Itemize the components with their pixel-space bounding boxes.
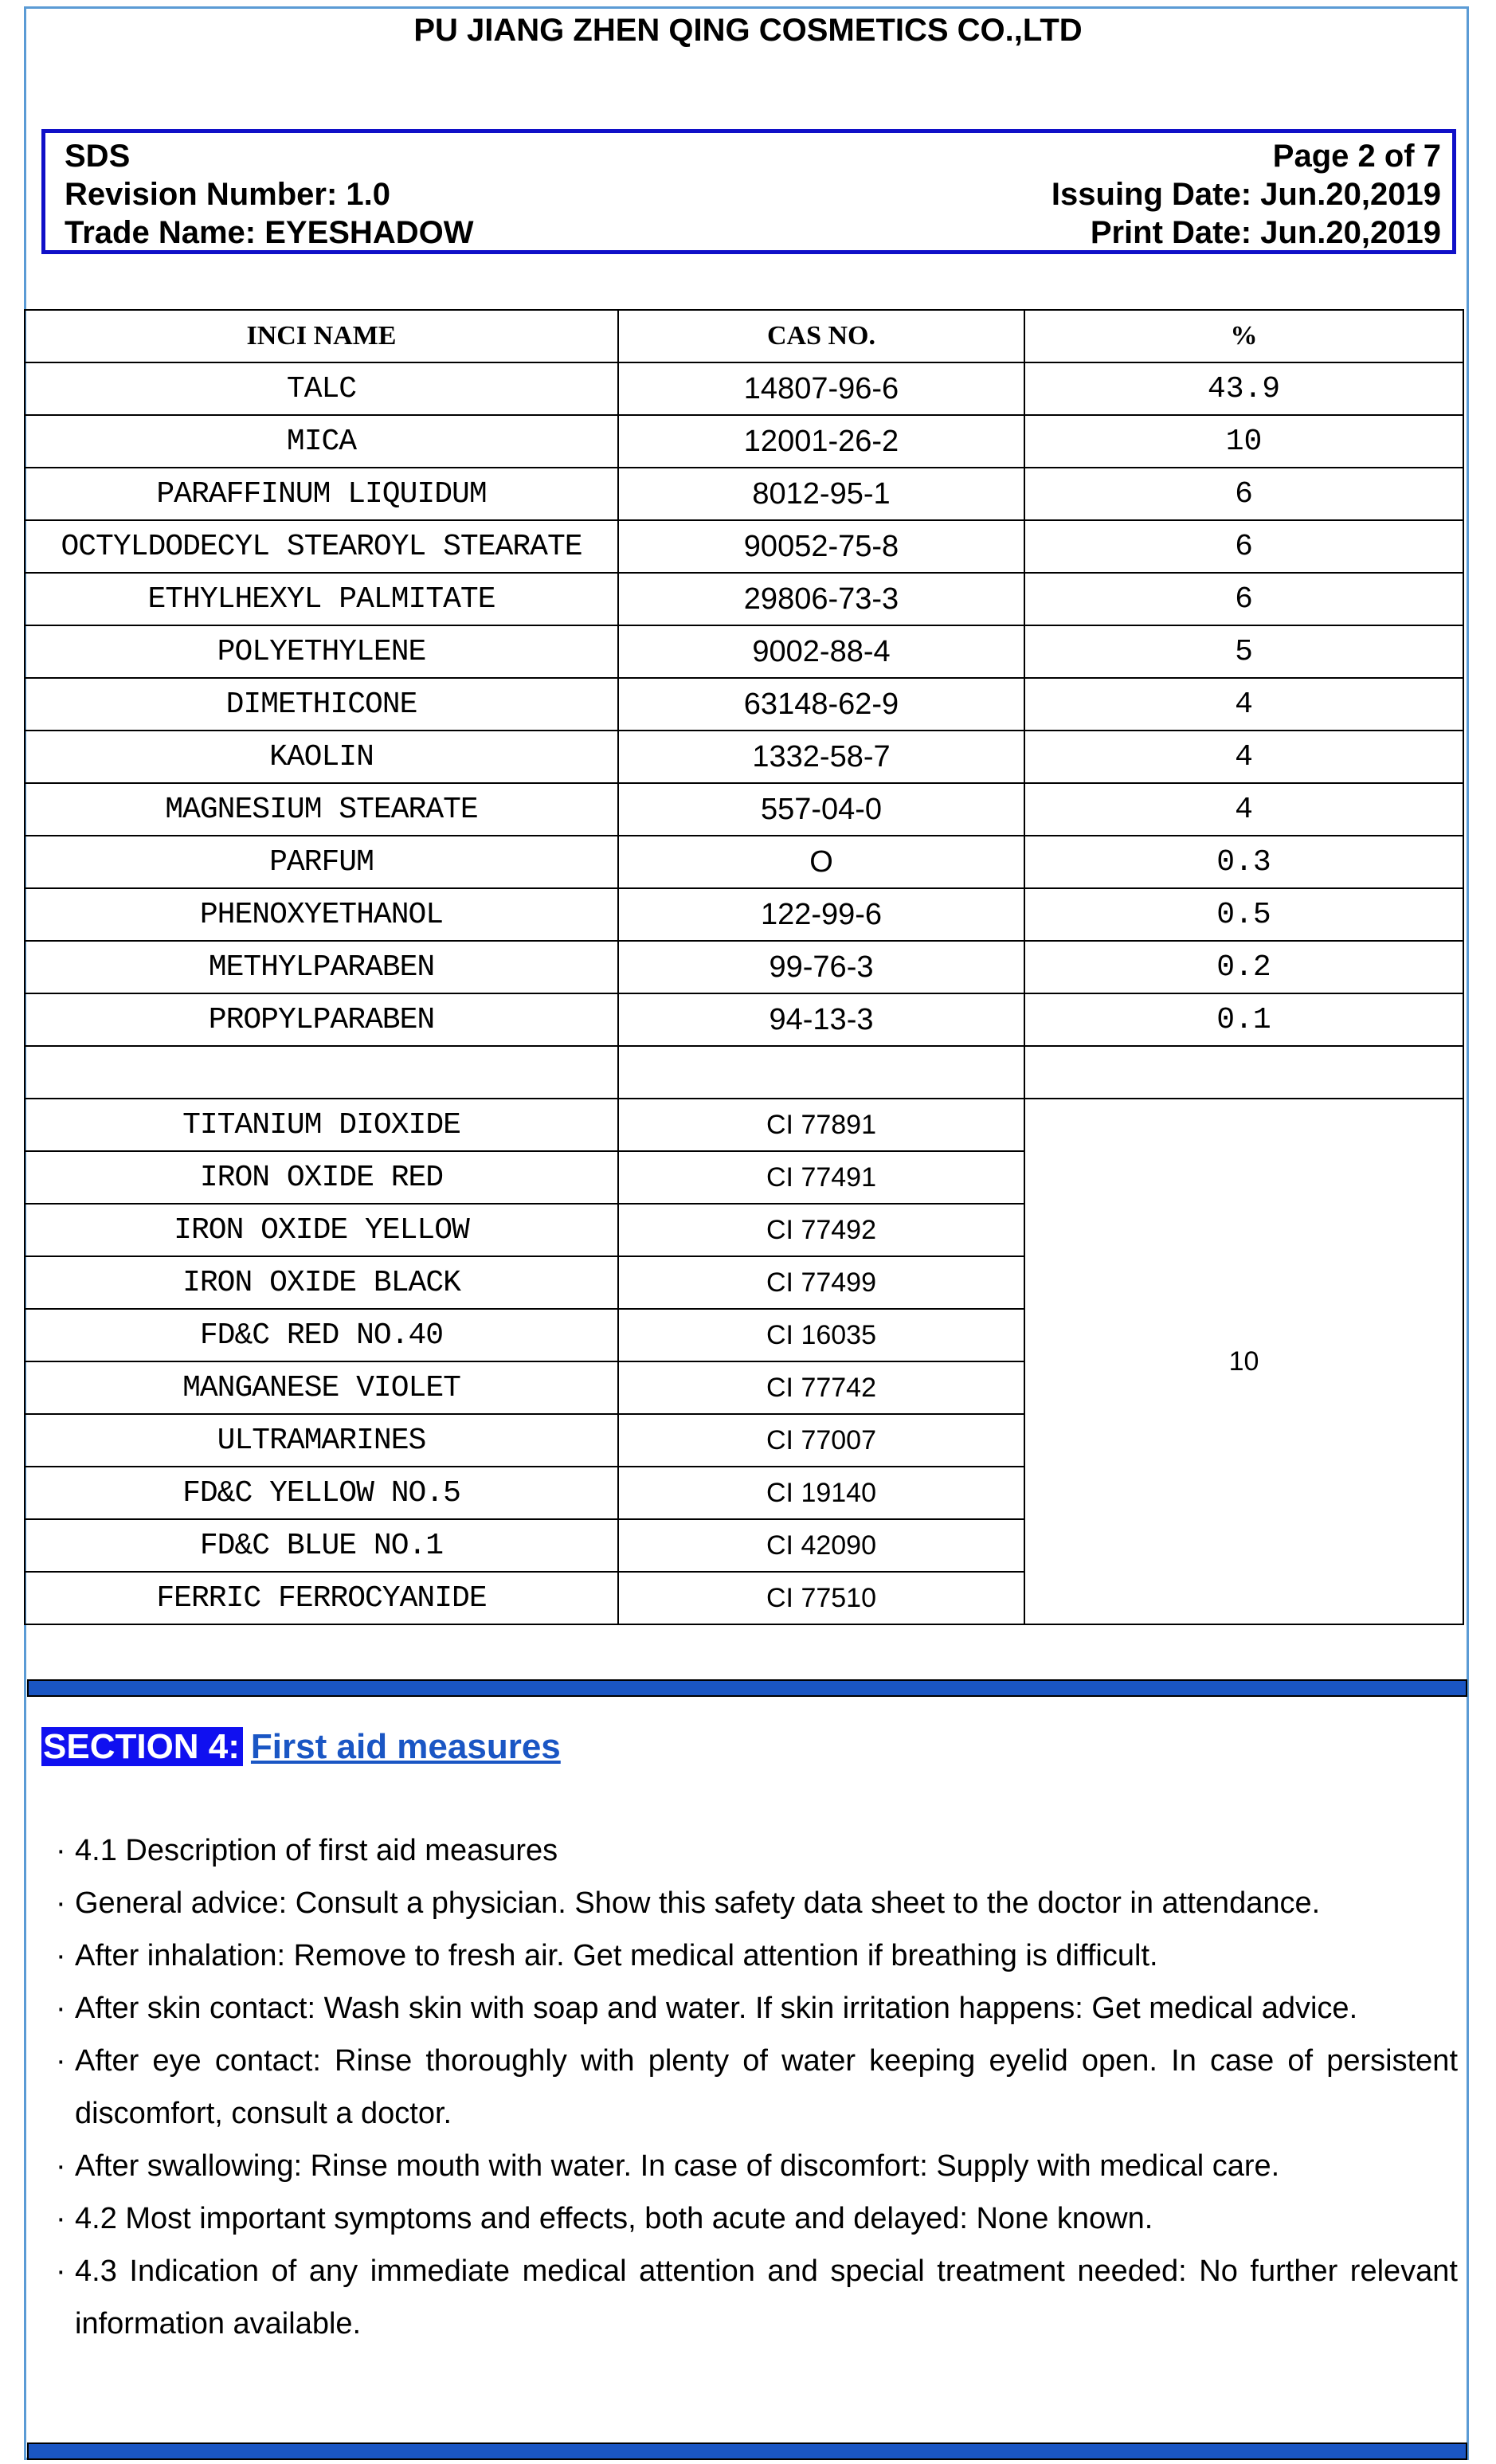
ci-number-cell: CI 16035 bbox=[618, 1309, 1024, 1361]
percent-cell: 0.2 bbox=[1024, 941, 1463, 993]
pigment-name-cell: ULTRAMARINES bbox=[25, 1414, 618, 1467]
bullet: · bbox=[56, 1886, 66, 1920]
percent-cell: 5 bbox=[1024, 625, 1463, 678]
list-item-text: After inhalation: Remove to fresh air. Get medical attention if breathing is difficult. bbox=[75, 1939, 1158, 1972]
percent-cell: 6 bbox=[1024, 520, 1463, 573]
cas-no-cell: 122-99-6 bbox=[618, 888, 1024, 941]
table-row bbox=[25, 783, 1463, 836]
cas-no-cell: 29806-73-3 bbox=[618, 573, 1024, 625]
doc-type: SDS bbox=[65, 139, 131, 174]
bullet: · bbox=[56, 1834, 66, 1867]
pigment-name-cell: FD&C BLUE NO.1 bbox=[25, 1519, 618, 1572]
ci-number-cell: CI 77891 bbox=[618, 1099, 1024, 1151]
list-item bbox=[56, 2140, 1458, 2192]
company-name: PU JIANG ZHEN QING COSMETICS CO.,LTD bbox=[413, 13, 1083, 48]
cas-no-cell: 90052-75-8 bbox=[618, 520, 1024, 573]
table-row bbox=[25, 993, 1463, 1046]
ci-number-cell: CI 77492 bbox=[618, 1204, 1024, 1256]
pigment-name-cell: FD&C RED NO.40 bbox=[25, 1309, 618, 1361]
ci-number-cell: CI 77742 bbox=[618, 1361, 1024, 1414]
bullet: · bbox=[56, 1992, 66, 2025]
table-row bbox=[25, 1099, 1463, 1151]
bullet: · bbox=[56, 2044, 66, 2078]
percent-cell: 10 bbox=[1024, 415, 1463, 468]
section-4-heading bbox=[41, 1727, 561, 1767]
ci-number-cell: CI 77499 bbox=[618, 1256, 1024, 1309]
page-number: Page 2 of 7 bbox=[1272, 139, 1441, 174]
trade-name: Trade Name: EYESHADOW bbox=[65, 215, 474, 250]
inci-name-cell: POLYETHYLENE bbox=[25, 625, 618, 678]
inci-name-cell: OCTYLDODECYL STEAROYL STEARATE bbox=[25, 520, 618, 573]
bullet: · bbox=[56, 2149, 66, 2183]
cas-no-cell: 94-13-3 bbox=[618, 993, 1024, 1046]
table-row bbox=[25, 888, 1463, 941]
inci-name-cell: KAOLIN bbox=[25, 731, 618, 783]
section-divider-bar bbox=[27, 1679, 1467, 1697]
inci-name-cell: PROPYLPARABEN bbox=[25, 993, 618, 1046]
percent-cell: 6 bbox=[1024, 468, 1463, 520]
section-4-title: First aid measures bbox=[250, 1727, 561, 1766]
percent-cell: 0.3 bbox=[1024, 836, 1463, 888]
percent-cell: 0.5 bbox=[1024, 888, 1463, 941]
list-item-text: After swallowing: Rinse mouth with water. In case of discomfort: Supply with medical care. bbox=[75, 2149, 1280, 2183]
table-row bbox=[25, 836, 1463, 888]
pigments-percent-cell: 10 bbox=[1024, 1099, 1463, 1624]
table-row bbox=[25, 625, 1463, 678]
table-row bbox=[25, 415, 1463, 468]
list-item-text: General advice: Consult a physician. Show this safety data sheet to the doctor in attendance. bbox=[75, 1886, 1321, 1920]
pigment-name-cell: TITANIUM DIOXIDE bbox=[25, 1099, 618, 1151]
inci-name-cell: ETHYLHEXYL PALMITATE bbox=[25, 573, 618, 625]
list-item-text: After skin contact: Wash skin with soap and water. If skin irritation happens: Get medical advice. bbox=[75, 1992, 1358, 2025]
document-header bbox=[41, 129, 1456, 254]
print-date: Print Date: Jun.20,2019 bbox=[1090, 215, 1441, 250]
pigment-name-cell: FERRIC FERROCYANIDE bbox=[25, 1572, 618, 1624]
list-item-text: After eye contact: Rinse thoroughly with plenty of water keeping eyelid open. In case of persistent discomfort, consult a doctor. bbox=[75, 2044, 1458, 2130]
ci-number-cell: CI 77007 bbox=[618, 1414, 1024, 1467]
inci-name-cell: DIMETHICONE bbox=[25, 678, 618, 731]
inci-name-cell: PARAFFINUM LIQUIDUM bbox=[25, 468, 618, 520]
table-row bbox=[25, 468, 1463, 520]
table-row bbox=[25, 731, 1463, 783]
bullet: · bbox=[56, 2254, 66, 2288]
list-item bbox=[56, 1929, 1458, 1982]
inci-name-cell: PARFUM bbox=[25, 836, 618, 888]
pigment-name-cell: MANGANESE VIOLET bbox=[25, 1361, 618, 1414]
header-percent: % bbox=[1024, 310, 1463, 362]
inci-name-cell: MICA bbox=[25, 415, 618, 468]
inci-name-cell: TALC bbox=[25, 362, 618, 415]
composition-table bbox=[24, 309, 1464, 1625]
cas-no-cell: 1332-58-7 bbox=[618, 731, 1024, 783]
table-row bbox=[25, 573, 1463, 625]
list-item-text: 4.1 Description of first aid measures bbox=[75, 1834, 558, 1867]
section-divider-bar-bottom bbox=[27, 2442, 1467, 2460]
cas-no-cell: 14807-96-6 bbox=[618, 362, 1024, 415]
issuing-date: Issuing Date: Jun.20,2019 bbox=[1051, 177, 1441, 212]
header-inci-name: INCI NAME bbox=[25, 310, 618, 362]
list-item bbox=[56, 1877, 1458, 1929]
cas-no-cell: O bbox=[618, 836, 1024, 888]
table-row bbox=[25, 678, 1463, 731]
pigment-name-cell: IRON OXIDE BLACK bbox=[25, 1256, 618, 1309]
inci-name-cell: METHYLPARABEN bbox=[25, 941, 618, 993]
table-row bbox=[25, 941, 1463, 993]
bullet: · bbox=[56, 2202, 66, 2235]
list-item-text: 4.2 Most important symptoms and effects, both acute and delayed: None known. bbox=[75, 2202, 1153, 2235]
pigment-name-cell: FD&C YELLOW NO.5 bbox=[25, 1467, 618, 1519]
pigment-name-cell: IRON OXIDE RED bbox=[25, 1151, 618, 1204]
revision-number: Revision Number: 1.0 bbox=[65, 177, 391, 212]
list-item bbox=[56, 2245, 1458, 2350]
ci-number-cell: CI 77491 bbox=[618, 1151, 1024, 1204]
list-item bbox=[56, 1824, 1458, 1877]
cas-no-cell: 557-04-0 bbox=[618, 783, 1024, 836]
ci-number-cell: CI 19140 bbox=[618, 1467, 1024, 1519]
list-item bbox=[56, 2035, 1458, 2140]
table-row bbox=[25, 362, 1463, 415]
cas-no-cell: 8012-95-1 bbox=[618, 468, 1024, 520]
list-item bbox=[56, 1982, 1458, 2035]
cas-no-cell: 99-76-3 bbox=[618, 941, 1024, 993]
percent-cell: 0.1 bbox=[1024, 993, 1463, 1046]
percent-cell: 4 bbox=[1024, 783, 1463, 836]
header-cas-no: CAS NO. bbox=[618, 310, 1024, 362]
percent-cell: 6 bbox=[1024, 573, 1463, 625]
cas-no-cell: 12001-26-2 bbox=[618, 415, 1024, 468]
ci-number-cell: CI 42090 bbox=[618, 1519, 1024, 1572]
table-header-row bbox=[25, 310, 1463, 362]
table-row-empty bbox=[25, 1046, 1463, 1099]
pigment-name-cell: IRON OXIDE YELLOW bbox=[25, 1204, 618, 1256]
cas-no-cell: 9002-88-4 bbox=[618, 625, 1024, 678]
percent-cell: 4 bbox=[1024, 678, 1463, 731]
list-item-text: 4.3 Indication of any immediate medical attention and special treatment needed: No further relevant information available. bbox=[75, 2254, 1458, 2341]
list-item bbox=[56, 2192, 1458, 2245]
inci-name-cell: PHENOXYETHANOL bbox=[25, 888, 618, 941]
section-4-label: SECTION 4: bbox=[41, 1727, 243, 1766]
inci-name-cell: MAGNESIUM STEARATE bbox=[25, 783, 618, 836]
ci-number-cell: CI 77510 bbox=[618, 1572, 1024, 1624]
bullet: · bbox=[56, 1939, 66, 1972]
cas-no-cell: 63148-62-9 bbox=[618, 678, 1024, 731]
first-aid-list bbox=[56, 1824, 1458, 2350]
percent-cell: 4 bbox=[1024, 731, 1463, 783]
percent-cell: 43.9 bbox=[1024, 362, 1463, 415]
table-row bbox=[25, 520, 1463, 573]
